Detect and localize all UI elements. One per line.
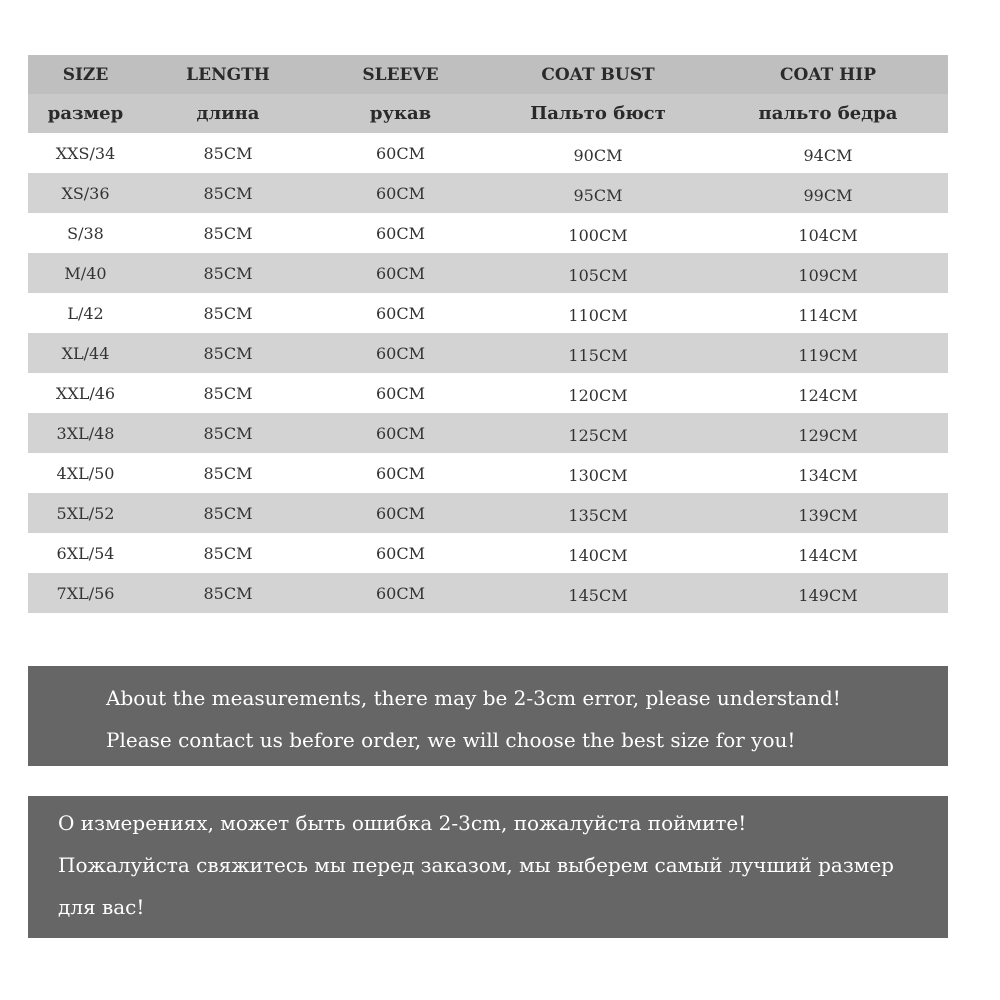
table-row (28, 533, 948, 573)
cell-sleeve: 60CM (376, 543, 425, 563)
cell-size: 5XL/52 (56, 503, 115, 523)
cell-sleeve: 60CM (376, 143, 425, 163)
table-row (28, 373, 948, 413)
table-row (28, 333, 948, 373)
note-ru-line-2: Пожалуйста свяжитесь мы перед заказом, мы выберем самый лучший размер (58, 853, 894, 877)
table-body (28, 133, 948, 613)
header-sleeve-ru: рукав (369, 103, 432, 124)
cell-length: 85CM (203, 383, 253, 403)
size-chart-table (28, 55, 948, 613)
header-row-russian (28, 94, 948, 133)
cell-coat-hip: 119CM (798, 345, 858, 365)
cell-size: 4XL/50 (56, 463, 115, 483)
cell-size: 7XL/56 (56, 583, 115, 603)
header-coat-bust: COAT BUST (541, 64, 655, 85)
cell-coat-bust: 110CM (568, 305, 628, 325)
table-row (28, 573, 948, 613)
cell-coat-bust: 145CM (568, 585, 628, 605)
cell-size: XXS/34 (55, 143, 116, 163)
cell-size: L/42 (67, 303, 104, 323)
cell-length: 85CM (203, 263, 253, 283)
cell-coat-hip: 94CM (803, 145, 853, 165)
cell-size: 6XL/54 (56, 543, 115, 563)
cell-sleeve: 60CM (376, 583, 425, 603)
cell-coat-hip: 129CM (798, 425, 858, 445)
cell-coat-bust: 140CM (568, 545, 628, 565)
table-row (28, 213, 948, 253)
cell-coat-bust: 130CM (568, 465, 628, 485)
table-row (28, 413, 948, 453)
table-row (28, 453, 948, 493)
cell-coat-hip: 149CM (798, 585, 858, 605)
cell-coat-hip: 104CM (798, 225, 858, 245)
cell-coat-bust: 100CM (568, 225, 628, 245)
table-row (28, 493, 948, 533)
cell-sleeve: 60CM (376, 263, 425, 283)
cell-length: 85CM (203, 463, 253, 483)
cell-coat-bust: 105CM (568, 265, 628, 285)
header-size-ru: размер (47, 103, 124, 124)
note-en-line-1: About the measurements, there may be 2-3cm error, please understand! (106, 686, 841, 710)
cell-sleeve: 60CM (376, 503, 425, 523)
cell-coat-hip: 109CM (798, 265, 858, 285)
cell-size: XXL/46 (55, 383, 116, 403)
header-coat-hip-ru: пальто бедра (758, 103, 898, 124)
cell-coat-hip: 134CM (798, 465, 858, 485)
cell-size: 3XL/48 (56, 423, 115, 443)
cell-coat-hip: 124CM (798, 385, 858, 405)
cell-length: 85CM (203, 343, 253, 363)
cell-sleeve: 60CM (376, 423, 425, 443)
cell-coat-bust: 120CM (568, 385, 628, 405)
cell-length: 85CM (203, 503, 253, 523)
cell-sleeve: 60CM (376, 183, 425, 203)
cell-length: 85CM (203, 423, 253, 443)
cell-coat-bust: 115CM (568, 345, 628, 365)
header-sleeve: SLEEVE (362, 64, 439, 85)
header-coat-hip: COAT HIP (780, 64, 876, 85)
cell-coat-hip: 139CM (798, 505, 858, 525)
table-row (28, 253, 948, 293)
cell-length: 85CM (203, 183, 253, 203)
table-row (28, 133, 948, 173)
cell-sleeve: 60CM (376, 343, 425, 363)
cell-coat-hip: 99CM (803, 185, 853, 205)
cell-coat-hip: 114CM (798, 305, 858, 325)
cell-coat-bust: 135CM (568, 505, 628, 525)
header-length-ru: длина (196, 103, 260, 124)
cell-length: 85CM (203, 583, 253, 603)
measurement-note-russian (28, 796, 948, 938)
cell-size: S/38 (67, 223, 104, 243)
cell-sleeve: 60CM (376, 383, 425, 403)
header-row-english (28, 55, 948, 94)
header-size: SIZE (62, 64, 109, 85)
cell-length: 85CM (203, 543, 253, 563)
cell-coat-hip: 144CM (798, 545, 858, 565)
cell-size: XL/44 (61, 343, 110, 363)
header-coat-bust-ru: Пальто бюст (530, 103, 666, 124)
cell-length: 85CM (203, 143, 253, 163)
cell-size: M/40 (64, 263, 107, 283)
cell-coat-bust: 90CM (573, 145, 623, 165)
cell-sleeve: 60CM (376, 463, 425, 483)
cell-sleeve: 60CM (376, 303, 425, 323)
table-row (28, 293, 948, 333)
note-ru-line-3: для вас! (58, 895, 145, 919)
cell-length: 85CM (203, 223, 253, 243)
cell-coat-bust: 95CM (573, 185, 623, 205)
measurement-note-english (28, 666, 948, 766)
cell-coat-bust: 125CM (568, 425, 628, 445)
note-en-line-2: Please contact us before order, we will choose the best size for you! (106, 728, 796, 752)
header-length: LENGTH (186, 64, 270, 85)
table-row (28, 173, 948, 213)
cell-size: XS/36 (61, 183, 110, 203)
note-ru-line-1: О измерениях, может быть ошибка 2-3cm, пожалуйста поймите! (58, 811, 747, 835)
cell-length: 85CM (203, 303, 253, 323)
cell-sleeve: 60CM (376, 223, 425, 243)
